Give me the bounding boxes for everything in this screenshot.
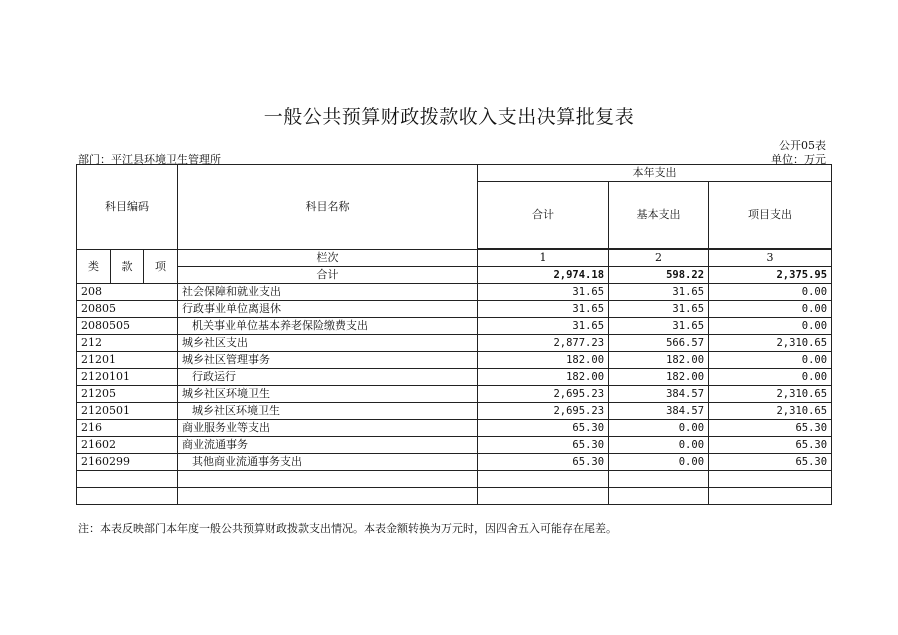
row-project: 0.00	[709, 369, 832, 386]
empty-cell	[178, 471, 478, 488]
budget-table	[76, 164, 832, 505]
row-total: 2,695.23	[478, 386, 609, 403]
row-code: 2120101	[77, 369, 178, 386]
table-row	[77, 335, 832, 352]
department-label: 部门：平江县环境卫生管理所	[78, 153, 221, 166]
empty-cell	[709, 488, 832, 505]
header-subject-name: 科目名称	[178, 165, 478, 250]
row-basic: 182.00	[609, 352, 709, 369]
row-project: 2,310.65	[709, 403, 832, 420]
row-name: 社会保障和就业支出	[178, 284, 478, 301]
row-basic: 0.00	[609, 420, 709, 437]
empty-row	[77, 471, 832, 488]
row-total: 31.65	[478, 318, 609, 335]
report-title: 一般公共预算财政拨款收入支出决算批复表	[263, 106, 635, 128]
row-name: 商业流通事务	[178, 437, 478, 454]
row-project: 65.30	[709, 437, 832, 454]
row-name: 商业服务业等支出	[178, 420, 478, 437]
row-name: 城乡社区环境卫生	[178, 403, 478, 420]
empty-cell	[478, 471, 609, 488]
row-code: 2080505	[77, 318, 178, 335]
row-project: 0.00	[709, 284, 832, 301]
column-index-1: 1	[478, 250, 609, 267]
sum-basic: 598.22	[609, 267, 709, 284]
row-total: 65.30	[478, 437, 609, 454]
row-basic: 384.57	[609, 403, 709, 420]
row-code: 208	[77, 284, 178, 301]
row-code: 2120501	[77, 403, 178, 420]
empty-row	[77, 488, 832, 505]
row-basic: 31.65	[609, 318, 709, 335]
footnote: 注：本表反映部门本年度一般公共预算财政拨款支出情况。本表金额转换为万元时，因四舍五入可能存在尾差。	[78, 522, 617, 535]
row-code: 212	[77, 335, 178, 352]
row-name: 行政事业单位离退休	[178, 301, 478, 318]
row-total: 65.30	[478, 454, 609, 471]
empty-cell	[77, 471, 178, 488]
row-total: 31.65	[478, 284, 609, 301]
column-index-label: 栏次	[178, 250, 478, 267]
sum-project: 2,375.95	[709, 267, 832, 284]
table-row	[77, 386, 832, 403]
row-total: 31.65	[478, 301, 609, 318]
row-project: 2,310.65	[709, 335, 832, 352]
row-code: 216	[77, 420, 178, 437]
row-basic: 566.57	[609, 335, 709, 352]
row-basic: 31.65	[609, 284, 709, 301]
header-total: 合计	[478, 182, 609, 249]
row-project: 65.30	[709, 454, 832, 471]
header-subject-code: 科目编码	[77, 165, 178, 250]
row-project: 0.00	[709, 352, 832, 369]
row-project: 0.00	[709, 318, 832, 335]
row-total: 182.00	[478, 352, 609, 369]
row-basic: 384.57	[609, 386, 709, 403]
header-section: 款	[111, 250, 144, 284]
header-basic: 基本支出	[609, 182, 709, 249]
row-name: 其他商业流通事务支出	[178, 454, 478, 471]
column-index-3: 3	[709, 250, 832, 267]
table-row	[77, 318, 832, 335]
header-class: 类	[77, 250, 111, 284]
empty-cell	[709, 471, 832, 488]
row-project: 65.30	[709, 420, 832, 437]
empty-cell	[609, 471, 709, 488]
header-item: 项	[144, 250, 178, 284]
empty-cell	[178, 488, 478, 505]
row-basic: 182.00	[609, 369, 709, 386]
row-total: 2,695.23	[478, 403, 609, 420]
row-total: 65.30	[478, 420, 609, 437]
row-project: 2,310.65	[709, 386, 832, 403]
row-total: 182.00	[478, 369, 609, 386]
row-project: 0.00	[709, 301, 832, 318]
table-row	[77, 403, 832, 420]
row-code: 21205	[77, 386, 178, 403]
sum-total: 2,974.18	[478, 267, 609, 284]
row-name: 机关事业单位基本养老保险缴费支出	[178, 318, 478, 335]
row-total: 2,877.23	[478, 335, 609, 352]
table-row	[77, 301, 832, 318]
empty-cell	[478, 488, 609, 505]
row-code: 21602	[77, 437, 178, 454]
unit-label: 单位：万元	[771, 153, 826, 166]
table-row	[77, 352, 832, 369]
table-row	[77, 437, 832, 454]
empty-cell	[609, 488, 709, 505]
row-basic: 0.00	[609, 454, 709, 471]
sum-label: 合计	[178, 267, 478, 284]
row-name: 城乡社区支出	[178, 335, 478, 352]
row-basic: 0.00	[609, 437, 709, 454]
table-row	[77, 420, 832, 437]
row-basic: 31.65	[609, 301, 709, 318]
row-code: 20805	[77, 301, 178, 318]
table-row	[77, 454, 832, 471]
row-name: 行政运行	[178, 369, 478, 386]
column-index-2: 2	[609, 250, 709, 267]
empty-cell	[77, 488, 178, 505]
row-code: 21201	[77, 352, 178, 369]
row-name: 城乡社区环境卫生	[178, 386, 478, 403]
header-current-year: 本年支出	[478, 165, 832, 182]
row-name: 城乡社区管理事务	[178, 352, 478, 369]
header-project: 项目支出	[709, 182, 832, 249]
form-code: 公开05表	[779, 139, 826, 152]
row-code: 2160299	[77, 454, 178, 471]
table-row	[77, 284, 832, 301]
table-row	[77, 369, 832, 386]
